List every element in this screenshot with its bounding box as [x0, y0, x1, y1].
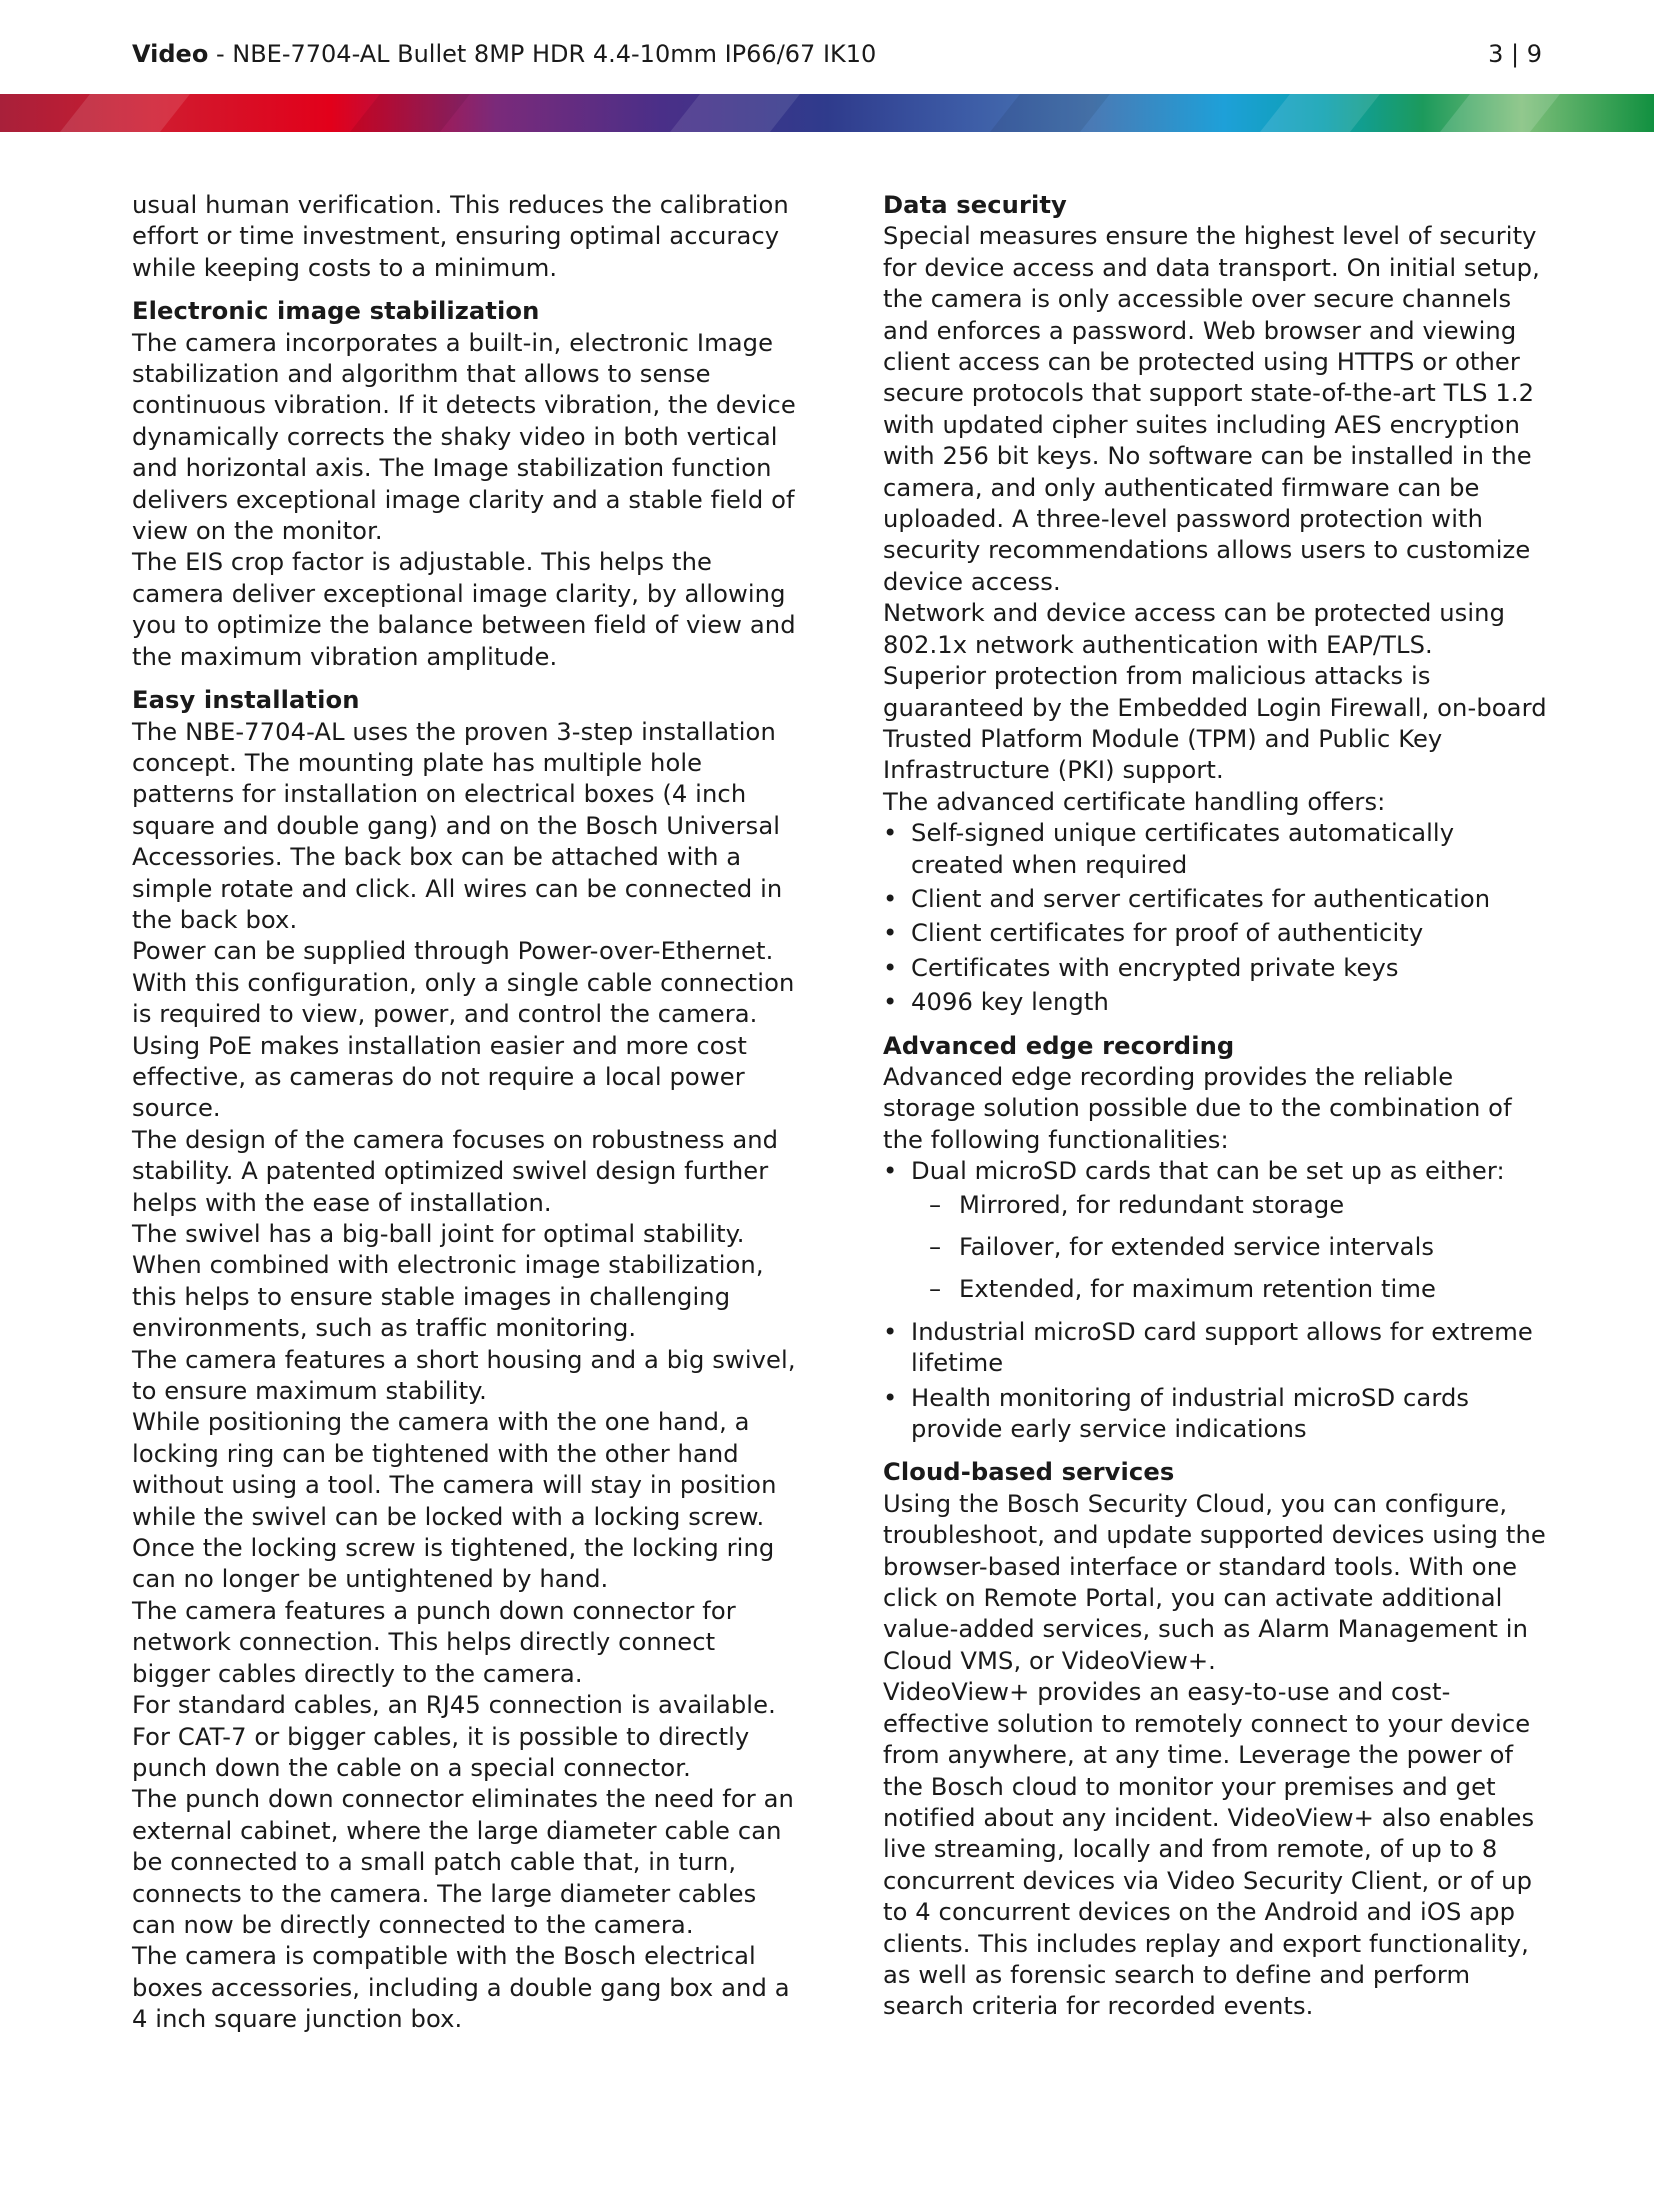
document-category: Video — [132, 40, 209, 68]
paragraph: While positioning the camera with the one hand, a locking ring can be tightened with the other hand without using a tool. The camera will stay in position while the swivel can be locked with a locking screw. Once the locking screw is tightened, the locking ring can no longer be untightened by hand. — [132, 1408, 777, 1594]
paragraph: Using the Bosch Security Cloud, you can configure, troubleshoot, and update supported devices using the browser-based interface or standard tools. With one click on Remote Portal, you can activate additional value-added services, such as Alarm Management in Cloud VMS, or VideoView+. — [883, 1489, 1546, 1675]
list-item: • Certificates with encrypted private keys — [883, 953, 1547, 984]
list-item: • Client certificates for proof of authenticity — [883, 918, 1547, 949]
paragraph: The NBE-7704-AL uses the proven 3-step installation concept. The mounting plate has multiple hole patterns for installation on electrical boxes (4 inch square and double gang) and on the Bosch Universal Accessories. The back box can be attached with a simple rotate and click. All wires can be connected in the back box. — [132, 717, 783, 934]
left-column — [132, 190, 796, 2036]
brand-color-band — [0, 94, 1654, 132]
list-item — [883, 1156, 1547, 1306]
section-heading-edge-recording: Advanced edge recording — [883, 1031, 1235, 1060]
sub-list-item: – Extended, for maximum retention time — [911, 1274, 1547, 1305]
list-item: • Client and server certificates for authentication — [883, 884, 1547, 915]
paragraph: Power can be supplied through Power-over-Ethernet. With this configuration, only a single cable connection is required to view, power, and control the camera. Using PoE makes installation easier and more cost effective, as cameras do not require a local power source. — [132, 937, 795, 1123]
page-number: 3 | 9 — [1488, 40, 1542, 68]
paragraph: For standard cables, an RJ45 connection is available. For CAT-7 or bigger cables, it is possible to directly punch down the cable on a special connector. — [132, 1691, 776, 1782]
page-header — [132, 36, 1542, 72]
paragraph: The swivel has a big-ball joint for optimal stability. When combined with electronic image stabilization, this helps to ensure stable images in challenging environments, such as traffic monitoring. — [132, 1220, 764, 1343]
list-item: • Self-signed unique certificates automatically created when required — [883, 818, 1547, 881]
right-column — [883, 190, 1547, 2023]
paragraph: Advanced edge recording provides the reliable storage solution possible due to the combination of the following functionalities: — [883, 1062, 1512, 1154]
section-heading-cloud-services: Cloud-based services — [883, 1458, 1175, 1487]
paragraph: The camera features a punch down connector for network connection. This helps directly connect bigger cables directly to the camera. — [132, 1596, 736, 1688]
list-item: • 4096 key length — [883, 987, 1547, 1018]
paragraph: VideoView+ provides an easy-to-use and cost-effective solution to remotely connect to your device from anywhere, at any time. Leverage the power of the Bosch cloud to monitor your premises and get notified about any incident. VideoView+ also enables live streaming, locally and from remote, of up to 8 concurrent devices via Video Security Client, or of up to 4 concurrent devices on the Android and iOS app clients. This includes replay and export functionality, as well as forensic search to define and perform search criteria for recorded events. — [883, 1678, 1535, 2021]
list-item-text: Dual microSD cards that can be set up as either: — [911, 1157, 1505, 1186]
section-heading-data-security: Data security — [883, 191, 1067, 219]
paragraph: The punch down connector eliminates the need for an external cabinet, where the large diameter cable can be connected to a small patch cable that, in turn, connects to the camera. The large diameter cables can now be directly connected to the camera. — [132, 1785, 794, 1939]
paragraph: The EIS crop factor is adjustable. This helps the camera deliver exceptional image clarity, by allowing you to optimize the balance between field of view and the maximum vibration amplitude. — [132, 548, 796, 671]
intro-paragraph: usual human verification. This reduces the calibration effort or time investment, ensuring optimal accuracy while keeping costs to a minimum. — [132, 191, 789, 282]
paragraph: The design of the camera focuses on robustness and stability. A patented optimized swivel design further helps with the ease of installation. — [132, 1125, 779, 1217]
sub-list — [911, 1190, 1547, 1306]
list-item: • Industrial microSD card support allows for extreme lifetime — [883, 1317, 1547, 1380]
edge-recording-bullet-list — [883, 1156, 1547, 1445]
paragraph: Network and device access can be protected using 802.1x network authentication with EAP/TLS. — [883, 599, 1506, 659]
paragraph: The camera features a short housing and a big swivel, to ensure maximum stability. — [132, 1345, 796, 1406]
document-title: - NBE-7704-AL Bullet 8MP HDR 4.4-10mm IP66/67 IK10 — [208, 40, 877, 68]
paragraph: The camera is compatible with the Bosch electrical boxes accessories, including a double gang box and a 4 inch square junction box. — [132, 1942, 790, 2034]
list-item: • Health monitoring of industrial microSD cards provide early service indications — [883, 1383, 1547, 1446]
paragraph: The advanced certificate handling offers: — [883, 787, 1386, 816]
certificate-bullet-list — [883, 818, 1547, 1018]
section-heading-installation: Easy installation — [132, 686, 360, 715]
paragraph: The camera incorporates a built-in, electronic Image stabilization and algorithm that allows to sense continuous vibration. If it detects vibration, the device dynamically corrects the shaky video in both vertical and horizontal axis. The Image stabilization function delivers exceptional image clarity and a stable field of view on the monitor. — [132, 328, 796, 546]
paragraph: Special measures ensure the highest level of security for device access and data transport. On initial setup, the camera is only accessible over secure channels and enforces a password. Web browser and viewing client access can be protected using HTTPS or other secure protocols that support state-of-the-art TLS 1.2 with updated cipher suites including AES encryption with 256 bit keys. No software can be installed in the camera, and only authenticated firmware can be uploaded. A three-level password protection with security recommendations allows users to customize device access. — [883, 222, 1540, 596]
sub-list-item: – Failover, for extended service intervals — [911, 1232, 1547, 1263]
section-heading-eis: Electronic image stabilization — [132, 297, 540, 326]
paragraph: Superior protection from malicious attacks is guaranteed by the Embedded Login Firewall, on-board Trusted Platform Module (TPM) and Public Key Infrastructure (PKI) support. — [883, 662, 1547, 785]
sub-list-item: – Mirrored, for redundant storage — [911, 1190, 1547, 1221]
